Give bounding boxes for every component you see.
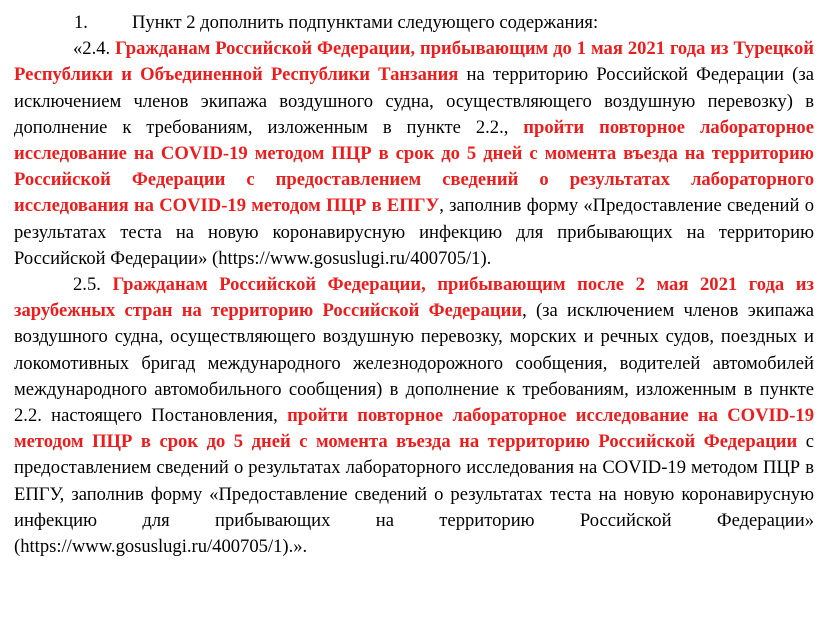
- list-item-text: Пункт 2 дополнить подпунктами следующего содержания:: [132, 12, 599, 33]
- paragraph-2-4-text-1: на территорию Российской Федерации (за исключением членов экипажа воздушного судна, осуществляющего воздушную перевозку) в дополнение к требованиям, изложенным в пункте 2.2.,: [14, 64, 814, 138]
- paragraph-2-5: [14, 272, 814, 560]
- paragraph-2-4-prefix: «2.4.: [73, 38, 111, 60]
- paragraph-2-5-text-2: с предоставлением сведений о результатах лабораторного исследования на COVID-19 методом ПЦР в ЕПГУ, заполнив форму «Предоставление сведений о результатах теста на новую коронавирусную инфекцию для прибывающих на территорию Российской Федерации» (https://www.gosuslugi.ru/400705/1).».: [14, 431, 814, 558]
- document-body: [14, 10, 814, 560]
- paragraph-2-5-text-1: , (за исключением членов экипажа воздушного судна, осуществляющего воздушную перевозку, морских и речных судов, поездных и локомотивных бригад международного железнодорожного сообщения, водителей автомобилей международного автомобильного сообщения) в дополнение к требованиям, изложенным в пункте 2.2. настоящего Постановления,: [14, 300, 814, 427]
- paragraph-2-5-prefix: 2.5.: [73, 274, 101, 296]
- paragraph-2-5-highlight-1: Гражданам Российской Федерации, прибывающим после 2 мая 2021 года из зарубежных стран на территорию Российской Федерации: [14, 274, 814, 322]
- paragraph-2-4-highlight-2: пройти повторное лабораторное исследование на COVID-19 методом ПЦР в срок до 5 дней с момента въезда на территорию Российской Федерации с предоставлением сведений о результатах лабораторного исследования на COVID-19 методом ПЦР в ЕПГУ: [14, 116, 814, 217]
- list-item-1: [14, 10, 814, 36]
- list-item-number: 1.: [74, 12, 88, 33]
- paragraph-2-4: [14, 36, 814, 272]
- paragraph-2-4-highlight-1: Гражданам Российской Федерации, прибывающим до 1 мая 2021 года из Турецкой Республики и Объединенной Республики Танзания: [14, 38, 814, 86]
- paragraph-2-4-text-2: , заполнив форму «Предоставление сведений о результатах теста на новую коронавирусную инфекцию для прибывающих на территорию Российской Федерации» (https://www.gosuslugi.ru/400705/1).: [14, 195, 815, 269]
- paragraph-2-5-highlight-2: пройти повторное лабораторное исследование на COVID-19 методом ПЦР в срок до 5 дней с момента въезда на территорию Российской Федерации: [14, 405, 814, 453]
